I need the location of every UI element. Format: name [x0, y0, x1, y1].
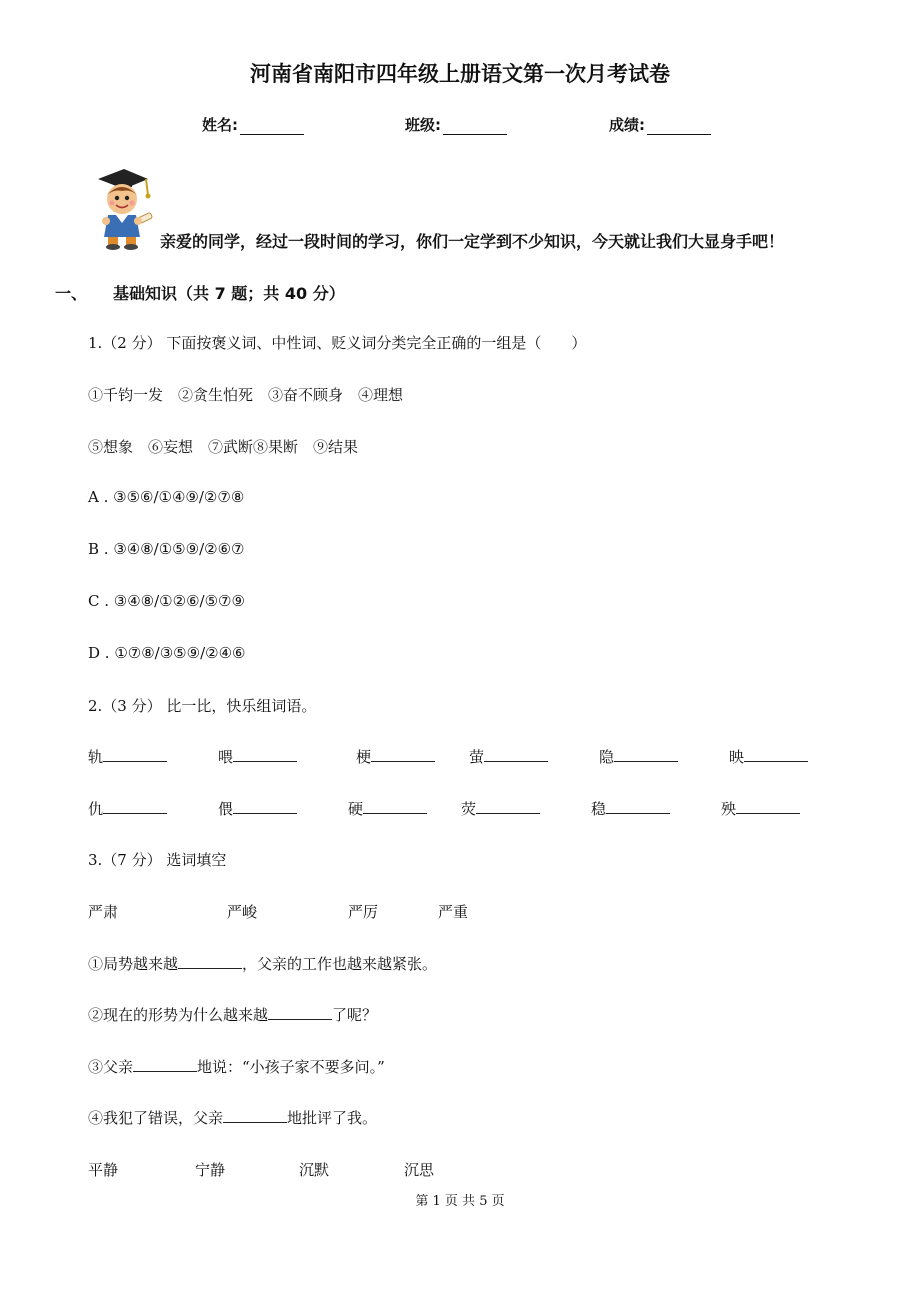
answer-blank[interactable] — [268, 1005, 332, 1020]
fill-sentence — [88, 1004, 377, 1025]
score-blank[interactable] — [647, 118, 711, 135]
page-number: 第 1 页 共 5 页 — [415, 1194, 505, 1209]
option-d[interactable]: D . ①⑦⑧/③⑤⑨/②④⑥ — [88, 644, 246, 662]
character: 萤 — [469, 748, 485, 766]
compare-item — [599, 746, 678, 767]
word-choice: 沉思 — [404, 1161, 435, 1179]
compare-item — [88, 746, 167, 767]
sentence-start: ②现在的形势为什么越来越 — [88, 1006, 269, 1024]
name-blank[interactable] — [240, 118, 304, 135]
fill-sentence — [88, 953, 437, 974]
character: 隐 — [599, 748, 615, 766]
character: 偎 — [218, 800, 234, 818]
word-choice: 宁静 — [195, 1161, 226, 1179]
character: 喂 — [218, 748, 234, 766]
option-a[interactable]: A . ③⑤⑥/①④⑨/②⑦⑧ — [88, 488, 245, 506]
answer-blank[interactable] — [484, 747, 548, 762]
page-title: 河南省南阳市四年级上册语文第一次月考试卷 — [250, 62, 670, 86]
compare-item — [461, 798, 540, 819]
compare-item — [348, 798, 427, 819]
class-blank[interactable] — [443, 118, 507, 135]
word-choice: 平静 — [88, 1161, 119, 1179]
greeting-text: 亲爱的同学，经过一段时间的学习，你们一定学到不少知识，今天就让我们大显身手吧！ — [160, 232, 785, 251]
question-1-words-line-1: ①千钧一发 ②贪生怕死 ③奋不顾身 ④理想 — [88, 386, 404, 404]
name-field — [202, 114, 304, 135]
fill-sentence — [88, 1056, 385, 1077]
word-choice: 严重 — [438, 903, 469, 921]
character: 硬 — [348, 800, 364, 818]
sentence-end: 地批评了我。 — [287, 1109, 378, 1127]
question-1-words-line-2: ⑤想象 ⑥妄想 ⑦武断⑧果断 ⑨结果 — [88, 438, 359, 456]
character: 梗 — [356, 748, 372, 766]
answer-blank[interactable] — [223, 1108, 287, 1123]
word-choice: 严厉 — [348, 903, 379, 921]
word-choice: 严肃 — [88, 903, 119, 921]
question-1-stem: 1.（2 分） 下面按褒义词、中性词、贬义词分类完全正确的一组是（ ） — [88, 334, 587, 352]
character: 映 — [729, 748, 745, 766]
answer-blank[interactable] — [233, 799, 297, 814]
answer-blank[interactable] — [606, 799, 670, 814]
sentence-end: ，父亲的工作也越来越紧张。 — [242, 955, 438, 973]
compare-item — [729, 746, 808, 767]
answer-blank[interactable] — [744, 747, 808, 762]
compare-item — [218, 798, 297, 819]
sentence-start: ③父亲 — [88, 1058, 134, 1076]
class-label: 班级: — [405, 116, 441, 134]
sentence-end: 地说：“小孩子家不要多问。” — [197, 1058, 385, 1076]
word-choice: 沉默 — [299, 1161, 330, 1179]
option-c[interactable]: C . ③④⑧/①②⑥/⑤⑦⑨ — [88, 592, 245, 610]
answer-blank[interactable] — [233, 747, 297, 762]
section-title: 基础知识（共 7 题；共 40 分） — [113, 284, 345, 303]
graduate-mascot-icon — [86, 165, 158, 251]
character: 殃 — [721, 800, 737, 818]
answer-blank[interactable] — [476, 799, 540, 814]
compare-item — [218, 746, 297, 767]
answer-blank[interactable] — [736, 799, 800, 814]
character: 稳 — [591, 800, 607, 818]
question-3-stem: 3.（7 分） 选词填空 — [88, 851, 227, 869]
compare-item — [591, 798, 670, 819]
sentence-start: ④我犯了错误，父亲 — [88, 1109, 224, 1127]
section-number: 一、 — [55, 284, 88, 303]
option-b[interactable]: B . ③④⑧/①⑤⑨/②⑥⑦ — [88, 540, 245, 558]
word-choice: 严峻 — [227, 903, 258, 921]
answer-blank[interactable] — [178, 954, 242, 969]
compare-item — [721, 798, 800, 819]
answer-blank[interactable] — [103, 799, 167, 814]
score-label: 成绩: — [609, 116, 645, 134]
score-field — [609, 114, 711, 135]
answer-blank[interactable] — [363, 799, 427, 814]
compare-item — [356, 746, 435, 767]
sentence-start: ①局势越来越 — [88, 955, 179, 973]
sentence-end: 了呢？ — [332, 1006, 378, 1024]
answer-blank[interactable] — [614, 747, 678, 762]
fill-sentence — [88, 1107, 377, 1128]
character: 荧 — [461, 800, 477, 818]
answer-blank[interactable] — [133, 1057, 197, 1072]
character: 仇 — [88, 800, 104, 818]
section-heading — [55, 281, 345, 304]
compare-item — [469, 746, 548, 767]
question-2-stem: 2.（3 分） 比一比，快乐组词语。 — [88, 697, 317, 715]
name-label: 姓名: — [202, 116, 238, 134]
answer-blank[interactable] — [103, 747, 167, 762]
answer-blank[interactable] — [371, 747, 435, 762]
class-field — [405, 114, 507, 135]
compare-item — [88, 798, 167, 819]
character: 轨 — [88, 748, 104, 766]
